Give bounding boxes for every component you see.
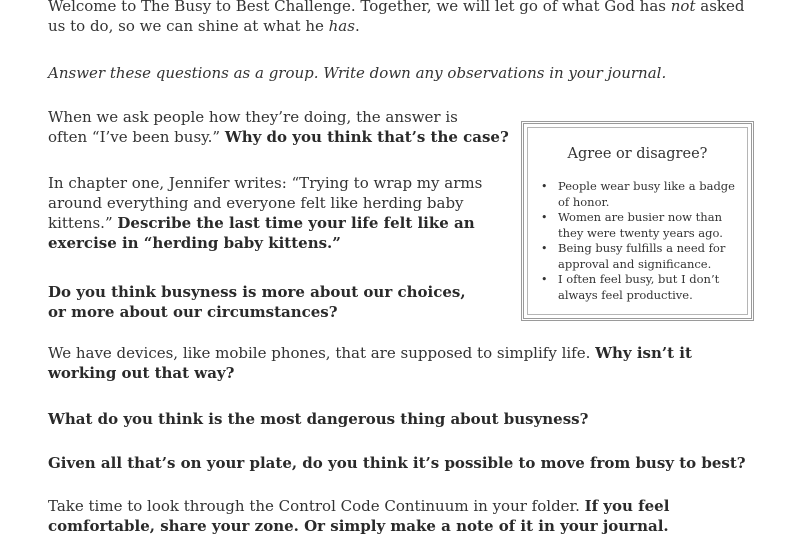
question-herding-kittens: In chapter one, Jennifer writes: “Trying to wrap my arms around everything and everyone felt like herding baby kittens.” Describe the last time your life felt like an exercise in “herding baby kittens.”	[48, 174, 483, 252]
instruction-text: Answer these questions as a group. Write down any observations in your journal.	[48, 64, 667, 82]
list-item: • Women are busier now than they were twenty years ago.	[558, 210, 736, 241]
question-choices-circumstances: Do you think busyness is more about our choices, or more about our circumstances?	[48, 283, 466, 321]
intro-paragraph: Welcome to The Busy to Best Challenge. Together, we will let go of what God has not asked us to do, so we can shine at what he has.	[48, 0, 745, 35]
list-item: • People wear busy like a badge of honor.	[558, 179, 736, 210]
box-title: Agree or disagree?	[567, 146, 708, 162]
question-dangerous-busyness: What do you think is the most dangerous thing about busyness?	[48, 410, 589, 428]
question-busy-to-best: Given all that’s on your plate, do you think it’s possible to move from busy to best?	[48, 454, 746, 472]
question-devices: We have devices, like mobile phones, that are supposed to simplify life. Why isn’t it working out that way?	[48, 344, 692, 382]
statement-list	[558, 179, 736, 303]
list-item: • Being busy fulfills a need for approval and significance.	[558, 241, 736, 272]
question-control-code: Take time to look through the Control Code Continuum in your folder. If you feel comfortable, share your zone. Or simply make a note of it in your journal.	[48, 497, 670, 535]
agree-disagree-box	[521, 121, 754, 321]
question-busy: When we ask people how they’re doing, the answer is often “I’ve been busy.” Why do you think that’s the case?	[48, 108, 509, 146]
list-item: • I often feel busy, but I don’t always feel productive.	[558, 272, 736, 303]
